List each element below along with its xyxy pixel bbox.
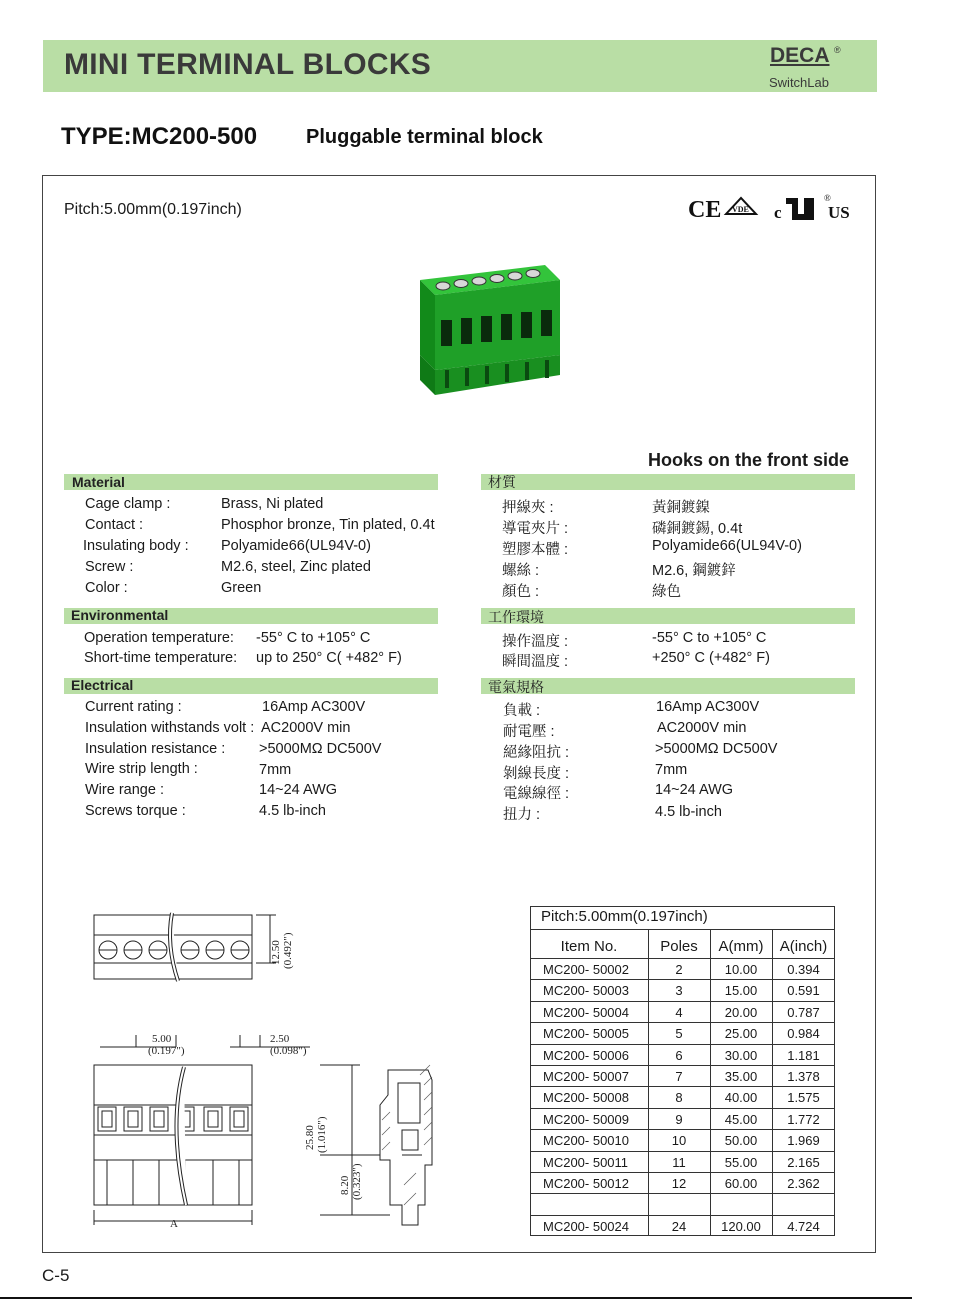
- spec-label: Operation temperature:: [84, 630, 234, 646]
- dim-width-label: A: [170, 1218, 178, 1230]
- poles-cell: 9: [675, 1112, 683, 1127]
- spec-label: Insulation withstands volt :: [85, 720, 255, 736]
- a-mm-cell: 35.00: [724, 1069, 758, 1084]
- column-header: Poles: [660, 938, 698, 955]
- a-mm-cell: 40.00: [724, 1090, 758, 1105]
- spec-value: Polyamide66(UL94V-0): [221, 538, 371, 554]
- dim-height-in: (0.492"): [282, 932, 294, 969]
- item-number-cell: MC200- 50009: [543, 1112, 629, 1127]
- spec-value: 16Amp AC300V: [262, 699, 366, 715]
- poles-cell: 6: [675, 1048, 683, 1063]
- spec-label: Wire strip length :: [85, 761, 198, 777]
- spec-value-zh: 14~24 AWG: [655, 782, 734, 798]
- spec-value: 4.5 lb-inch: [259, 803, 326, 819]
- a-inch-cell: 1.181: [787, 1048, 820, 1063]
- spec-label-zh: 剝線長度 :: [503, 766, 570, 782]
- type-title: TYPE:MC200-500: [61, 123, 258, 150]
- svg-text:c: c: [774, 203, 782, 222]
- item-number-cell: MC200- 50010: [543, 1133, 629, 1148]
- dim-total-height-mm: 25.80: [304, 1125, 316, 1150]
- table-row-rule: [530, 1108, 835, 1109]
- spec-label-zh: 螺絲 :: [502, 563, 540, 579]
- spec-label-zh: 瞬間溫度 :: [502, 654, 569, 670]
- table-pitch-title: Pitch:5.00mm(0.197inch): [541, 908, 708, 925]
- poles-cell: 12: [671, 1176, 687, 1191]
- spec-value-zh: 黃銅鍍鎳: [652, 500, 710, 516]
- spec-label: Color :: [85, 580, 128, 596]
- item-number-cell: MC200- 50005: [543, 1026, 629, 1041]
- column-header: A(inch): [779, 938, 828, 955]
- a-mm-cell: 120.00: [721, 1219, 761, 1234]
- product-image: [395, 250, 565, 410]
- brand-subtitle: SwitchLab: [769, 75, 829, 90]
- svg-text:VDE: VDE: [732, 205, 749, 214]
- a-inch-cell: 0.591: [787, 983, 820, 998]
- material-heading: Material: [72, 474, 125, 490]
- a-inch-cell: 1.378: [787, 1069, 820, 1084]
- spec-label: Screw :: [85, 559, 134, 575]
- a-inch-cell: 1.969: [787, 1133, 820, 1148]
- item-number-cell: MC200- 50012: [543, 1176, 629, 1191]
- spec-value: up to 250° C( +482° F): [256, 650, 402, 666]
- table-row-rule: [530, 1086, 835, 1087]
- brand-registered-mark: ®: [834, 45, 841, 55]
- poles-cell: 3: [675, 983, 683, 998]
- table-row-rule: [530, 1001, 835, 1002]
- type-description: Pluggable terminal block: [306, 126, 543, 148]
- electrical-heading: Electrical: [71, 677, 134, 693]
- spec-label-zh: 負載 :: [503, 703, 541, 719]
- spec-label-zh: 扭力 :: [503, 807, 541, 823]
- item-number-cell: MC200- 50003: [543, 983, 629, 998]
- spec-label-zh: 耐電壓 :: [503, 724, 555, 740]
- a-inch-cell: 2.165: [787, 1155, 820, 1170]
- spec-value: Brass, Ni plated: [221, 496, 324, 512]
- dim-pitch-in: (0.197"): [148, 1045, 185, 1057]
- spec-label-zh: 押線夾 :: [502, 500, 554, 516]
- material-section-bar-zh: [481, 474, 855, 490]
- spec-label-zh: 絕緣阻抗 :: [503, 745, 570, 761]
- dim-pin-height-in: (0.323"): [351, 1163, 363, 1200]
- poles-cell: 24: [671, 1219, 687, 1234]
- dim-height-mm: 12.50: [270, 940, 282, 965]
- item-number-cell: MC200- 50024: [543, 1219, 629, 1234]
- item-number-cell: MC200- 50002: [543, 962, 629, 977]
- electrical-heading-zh: 電氣規格: [488, 679, 544, 695]
- ul-mark-icon: [774, 193, 850, 222]
- dim-pitch-mm: 5.00: [152, 1033, 172, 1045]
- spec-value: >5000MΩ DC500V: [259, 741, 382, 757]
- poles-cell: 11: [672, 1155, 686, 1170]
- poles-cell: 7: [675, 1069, 683, 1084]
- a-mm-cell: 15.00: [724, 983, 758, 998]
- spec-label-zh: 塑膠本體 :: [502, 542, 569, 558]
- footer-rule: [0, 1297, 912, 1299]
- a-mm-cell: 30.00: [724, 1048, 758, 1063]
- dim-half-pitch-in: (0.098"): [270, 1045, 307, 1057]
- table-row-rule: [530, 1129, 835, 1130]
- top-view-drawing: [94, 913, 294, 981]
- certification-logos: [688, 190, 858, 222]
- dim-pin-height-mm: 8.20: [339, 1175, 351, 1195]
- item-number-cell: MC200- 50007: [543, 1069, 629, 1084]
- spec-value: Phosphor bronze, Tin plated, 0.4t: [221, 517, 435, 533]
- spec-value-zh: Polyamide66(UL94V-0): [652, 538, 802, 554]
- front-view-drawing: [94, 1033, 310, 1230]
- spec-value-zh: +250° C (+482° F): [652, 650, 770, 666]
- page-number: C-5: [42, 1266, 70, 1285]
- item-number-cell: MC200- 50011: [543, 1155, 629, 1170]
- vde-mark-icon: [726, 198, 756, 214]
- table-row-rule: [530, 1022, 835, 1023]
- svg-text:®: ®: [824, 193, 831, 203]
- environmental-heading-zh: 工作環境: [488, 609, 544, 625]
- a-inch-cell: 2.362: [787, 1176, 820, 1191]
- item-number-cell: MC200- 50008: [543, 1090, 629, 1105]
- side-view-drawing: [304, 1065, 432, 1225]
- poles-cell: 10: [671, 1133, 687, 1148]
- table-rule: [530, 929, 835, 930]
- spec-value: M2.6, steel, Zinc plated: [221, 559, 371, 575]
- item-number-cell: MC200- 50004: [543, 1005, 629, 1020]
- a-mm-cell: 55.00: [724, 1155, 758, 1170]
- pitch-label: Pitch:5.00mm(0.197inch): [64, 201, 242, 218]
- poles-cell: 4: [675, 1005, 683, 1020]
- column-header: A(mm): [718, 938, 764, 955]
- spec-label: Contact :: [85, 517, 144, 533]
- spec-value: AC2000V min: [261, 720, 351, 736]
- a-mm-cell: 20.00: [724, 1005, 758, 1020]
- table-row-rule: [530, 1172, 835, 1173]
- spec-value-zh: 綠色: [652, 584, 681, 600]
- spec-label: Cage clamp :: [85, 496, 171, 512]
- table-row-rule: [530, 1065, 835, 1066]
- hooks-note: Hooks on the front side: [648, 450, 850, 470]
- table-row-rule: [530, 958, 835, 959]
- spec-value-zh: 4.5 lb-inch: [655, 804, 722, 820]
- spec-value: Green: [221, 580, 262, 596]
- table-row-rule: [530, 1044, 835, 1045]
- spec-value-zh: 磷銅鍍錫, 0.4t: [652, 521, 743, 537]
- spec-label: Insulation resistance :: [85, 741, 226, 757]
- item-number-cell: MC200- 50006: [543, 1048, 629, 1063]
- a-inch-cell: 0.984: [787, 1026, 820, 1041]
- spec-value-zh: -55° C to +105° C: [652, 630, 767, 646]
- spec-label-zh: 顏色 :: [502, 584, 540, 600]
- spec-label-zh: 操作溫度 :: [502, 634, 569, 650]
- a-inch-cell: 4.724: [787, 1219, 820, 1234]
- spec-label: Short-time temperature:: [84, 650, 238, 666]
- spec-value: 7mm: [259, 762, 292, 778]
- spec-value: -55° C to +105° C: [256, 630, 371, 646]
- a-inch-cell: 1.575: [787, 1090, 820, 1105]
- a-mm-cell: 45.00: [724, 1112, 758, 1127]
- column-header: Item No.: [560, 938, 618, 955]
- dim-total-height-in: (1.016"): [316, 1116, 328, 1153]
- spec-value-zh: 16Amp AC300V: [656, 699, 760, 715]
- a-mm-cell: 10.00: [724, 962, 758, 977]
- spec-value-zh: 7mm: [655, 762, 688, 778]
- table-row-rule: [530, 1215, 835, 1216]
- svg-text:US: US: [828, 203, 850, 222]
- spec-label: Current rating :: [85, 699, 182, 715]
- table-row-rule: [530, 1193, 835, 1194]
- spec-label: Insulating body :: [83, 538, 189, 554]
- spec-label: Wire range :: [85, 782, 164, 798]
- poles-cell: 8: [675, 1090, 683, 1105]
- spec-value-zh: AC2000V min: [657, 720, 747, 736]
- a-mm-cell: 60.00: [724, 1176, 758, 1191]
- spec-value-zh: M2.6, 鋼鍍鋅: [652, 563, 736, 579]
- spec-label-zh: 導電夾片 :: [502, 521, 569, 537]
- a-inch-cell: 1.772: [787, 1112, 820, 1127]
- poles-cell: 2: [675, 962, 683, 977]
- a-mm-cell: 25.00: [724, 1026, 758, 1041]
- environmental-heading: Environmental: [71, 607, 169, 623]
- material-heading-zh: 材質: [488, 474, 516, 490]
- technical-drawing: [80, 905, 450, 1235]
- page-title: MINI TERMINAL BLOCKS: [64, 48, 432, 81]
- a-inch-cell: 0.787: [787, 1005, 820, 1020]
- a-mm-cell: 50.00: [724, 1133, 758, 1148]
- spec-label-zh: 電線線徑 :: [503, 786, 570, 802]
- spec-label: Screws torque :: [85, 803, 186, 819]
- spec-value-zh: >5000MΩ DC500V: [655, 741, 778, 757]
- spec-value: 14~24 AWG: [259, 782, 338, 798]
- brand-logo: DECA: [770, 44, 830, 67]
- dim-half-pitch-mm: 2.50: [270, 1033, 290, 1045]
- table-row-rule: [530, 1151, 835, 1152]
- poles-cell: 5: [675, 1026, 683, 1041]
- table-row-rule: [530, 979, 835, 980]
- a-inch-cell: 0.394: [787, 962, 820, 977]
- ce-mark-icon: CE: [688, 197, 722, 222]
